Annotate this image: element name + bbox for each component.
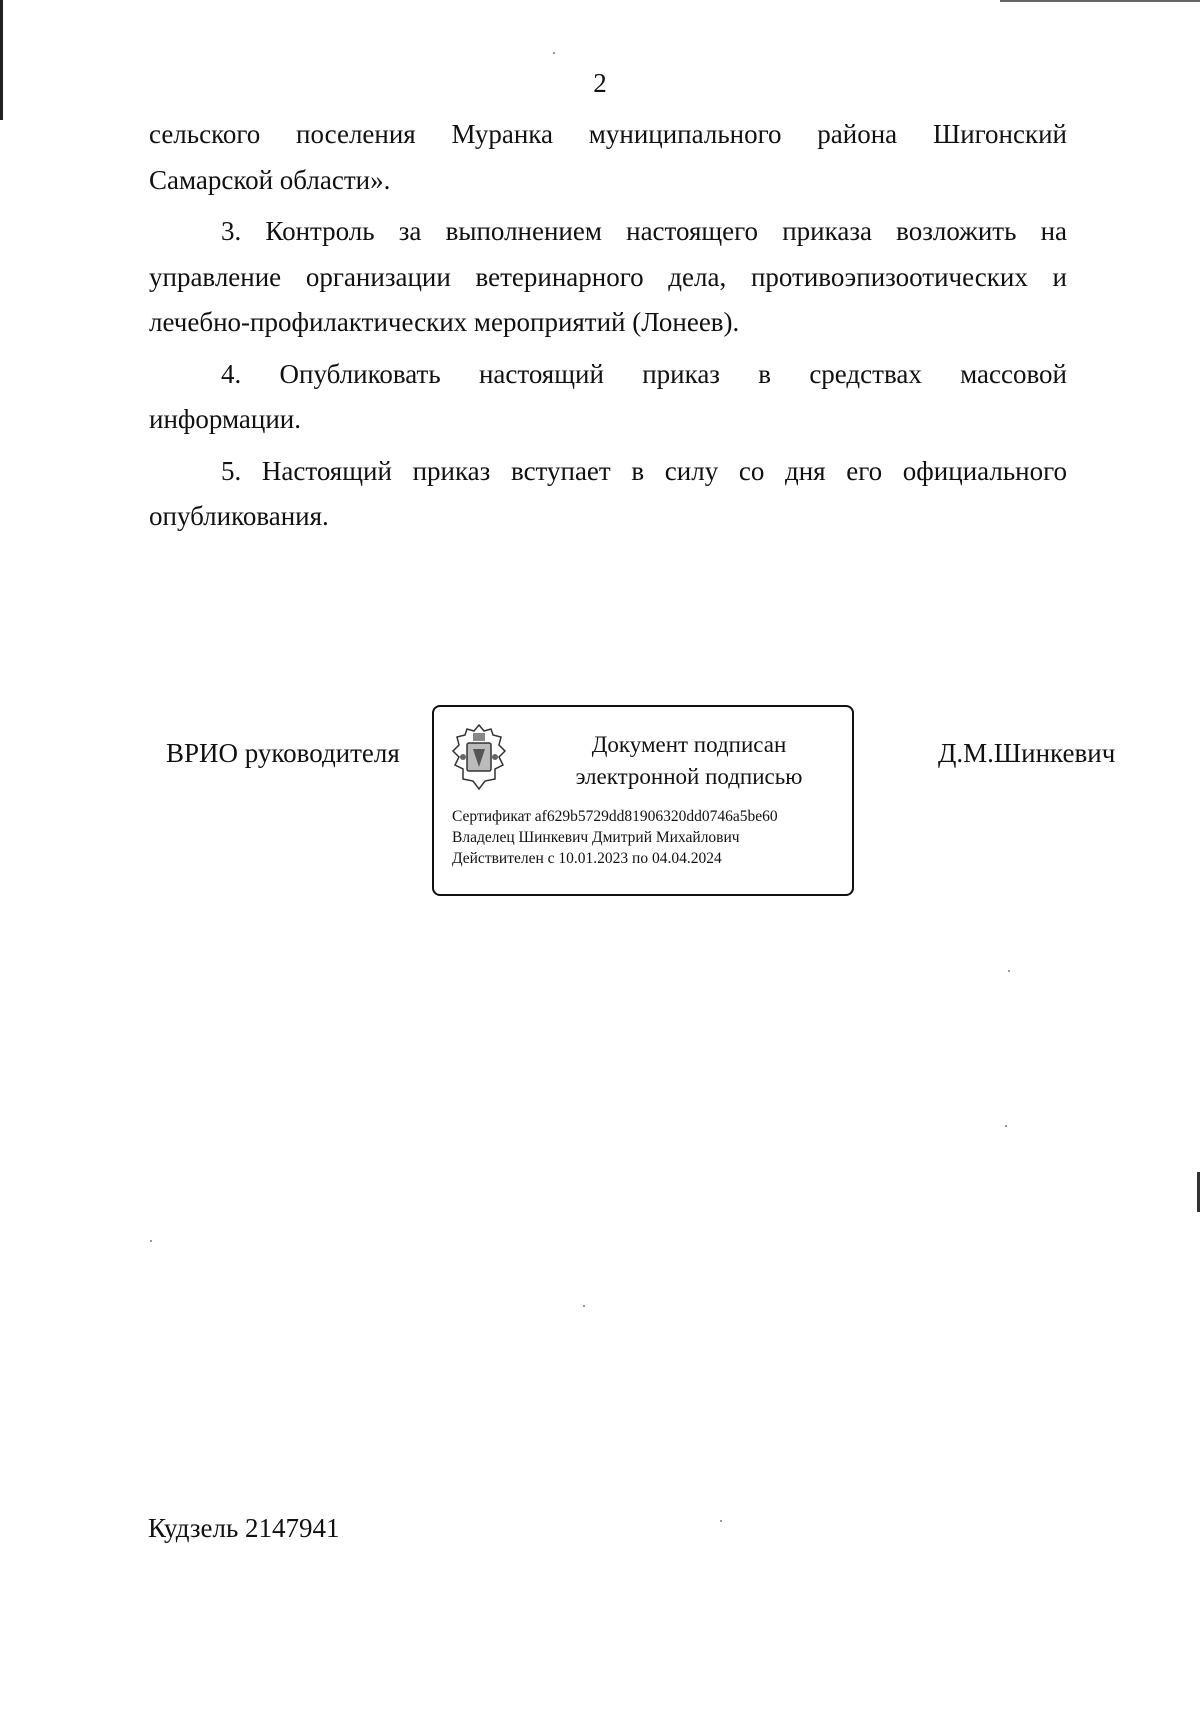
scan-speck <box>1008 970 1010 972</box>
paragraph-continuation <box>149 112 1067 203</box>
scan-edge-left <box>0 0 3 120</box>
paragraph-item-4: 4. Опубликовать настоящий приказ в средствах массовой информации. <box>149 358 1067 434</box>
scan-speck <box>720 1520 722 1522</box>
stamp-heading-line: электронной подписью <box>575 764 803 789</box>
stamp-heading-line: Документ подписан <box>591 732 787 757</box>
stamp-details <box>452 806 778 869</box>
coat-of-arms-icon <box>451 723 507 791</box>
paragraph-item-5: 5. Настоящий приказ вступает в силу со дня его официального опубликования. <box>149 455 1067 531</box>
body-text <box>149 112 1067 540</box>
executor-info: Кудзель 2147941 <box>148 1513 340 1543</box>
scan-speck <box>553 52 555 54</box>
scan-speck <box>583 1305 585 1307</box>
scan-speck <box>1005 1125 1007 1127</box>
paragraph-line: Самарской области». <box>149 164 391 195</box>
paragraph-line: сельского поселения Муранка муниципального района Шигонский <box>149 119 1067 149</box>
signer-name: Д.М.Шинкевич <box>938 738 1116 768</box>
certificate-number: Сертификат af629b5729dd81906320dd0746a5be60 <box>452 808 778 825</box>
scan-edge-top <box>1000 0 1200 2</box>
scan-speck <box>150 1240 152 1242</box>
signer-title: ВРИО руководителя <box>166 738 400 768</box>
certificate-owner: Владелец Шинкевич Дмитрий Михайлович <box>452 829 740 846</box>
electronic-signature-stamp <box>432 705 854 896</box>
certificate-validity: Действителен с 10.01.2023 по 04.04.2024 <box>452 850 722 867</box>
paragraph-item-3: 3. Контроль за выполнением настоящего приказа возложить на управление организации ветеринарного дела, противоэпизоотических и лечебно-профилактических мероприятий (Лонеев). <box>149 216 1067 337</box>
stamp-heading <box>534 729 844 793</box>
page-number: 2 <box>593 68 607 98</box>
